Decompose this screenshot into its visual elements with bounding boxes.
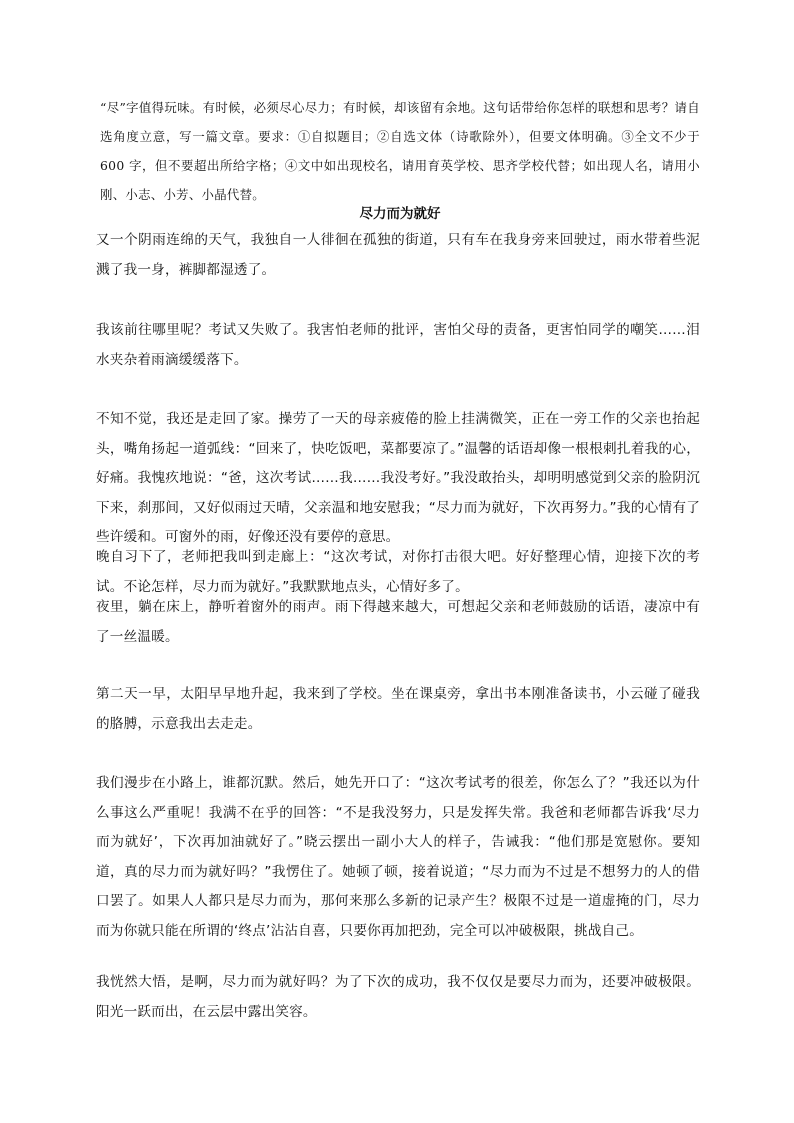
essay-paragraph-8: 我恍然大悟，是啊，尽力而为就好吗？为了下次的成功，我不仅仅是要尽力而为，还要冲破极限。阳光一跃而出，在云层中露出笑容。 [96, 974, 700, 1020]
essay-paragraph-6: 第二天一早，太阳早早地升起，我来到了学校。坐在课桌旁，拿出书本刚准备读书，小云碰了碰我的胳膊，示意我出去走走。 [96, 686, 700, 732]
writing-prompt: “尽”字值得玩味。有时候，必须尽心尽力；有时候，却该留有余地。这句话带给你怎样的联想和思考？请自选角度立意，写一篇文章。要求：①自拟题目；②自选文体（诗歌除外），但要文体明确。③全文不少于 600 字，但不要超出所给字格；④文中如出现校名，请用育英学校、思齐学校代替；如出现人名，请用小刚、小志、小芳、小晶代替。 [100, 100, 700, 202]
essay-paragraph-1: 又一个阴雨连绵的天气，我独自一人徘徊在孤独的街道，只有车在我身旁来回驶过，雨水带着些泥溅了我一身，裤脚都湿透了。 [96, 232, 700, 278]
essay-paragraph-4: 晚自习下了，老师把我叫到走廊上：“这次考试，对你打击很大吧。好好整理心情，迎接下次的考试。不论怎样，尽力而为就好。”我默默地点头，心情好多了。 [96, 549, 700, 595]
essay-paragraph-5: 夜里，躺在床上，静听着窗外的雨声。雨下得越来越大，可想起父亲和老师鼓励的话语，凄凉中有了一丝温暖。 [96, 599, 700, 645]
essay-paragraph-3: 不知不觉，我还是走回了家。操劳了一天的母亲疲倦的脸上挂满微笑，正在一旁工作的父亲也抬起头，嘴角扬起一道弧线：“回来了，快吃饭吧，菜都要凉了。”温馨的话语却像一根根刺扎着我的心，好痛。我愧疚地说：“爸，这次考试……我……我没考好。”我没敢抬头，却明明感觉到父亲的脸阴沉下来，刹那间，又好似雨过天晴，父亲温和地安慰我；“尽力而为就好，下次再努力。”我的心情有了些许缓和。可窗外的雨，好像还没有要停的意思。 [96, 411, 700, 546]
essay-paragraph-2: 我该前往哪里呢？考试又失败了。我害怕老师的批评，害怕父母的责备，更害怕同学的嘲笑……泪水夹杂着雨滴缓缓落下。 [96, 322, 700, 368]
essay-title: 尽力而为就好 [359, 206, 441, 222]
essay-paragraph-7: 我们漫步在小路上，谁都沉默。然后，她先开口了：“这次考试考的很差，你怎么了？”我还以为什么事这么严重呢！我满不在乎的回答：“不是我没努力，只是发挥失常。我爸和老师都告诉我‘尽力而为就好’，下次再加油就好了。”晓云摆出一副小大人的样子，告诫我：“他们那是宽慰你。要知道，真的尽力而为就好吗？”我愣住了。她顿了顿，接着说道；“尽力而为不过是不想努力的人的借口罢了。如果人人都只是尽力而为，那何来那么多新的记录产生？极限不过是一道虚掩的门，尽力而为你就只能在所谓的‘终点’沾沾自喜，只要你再加把劲，完全可以冲破极限，挑战自己。 [96, 775, 700, 939]
